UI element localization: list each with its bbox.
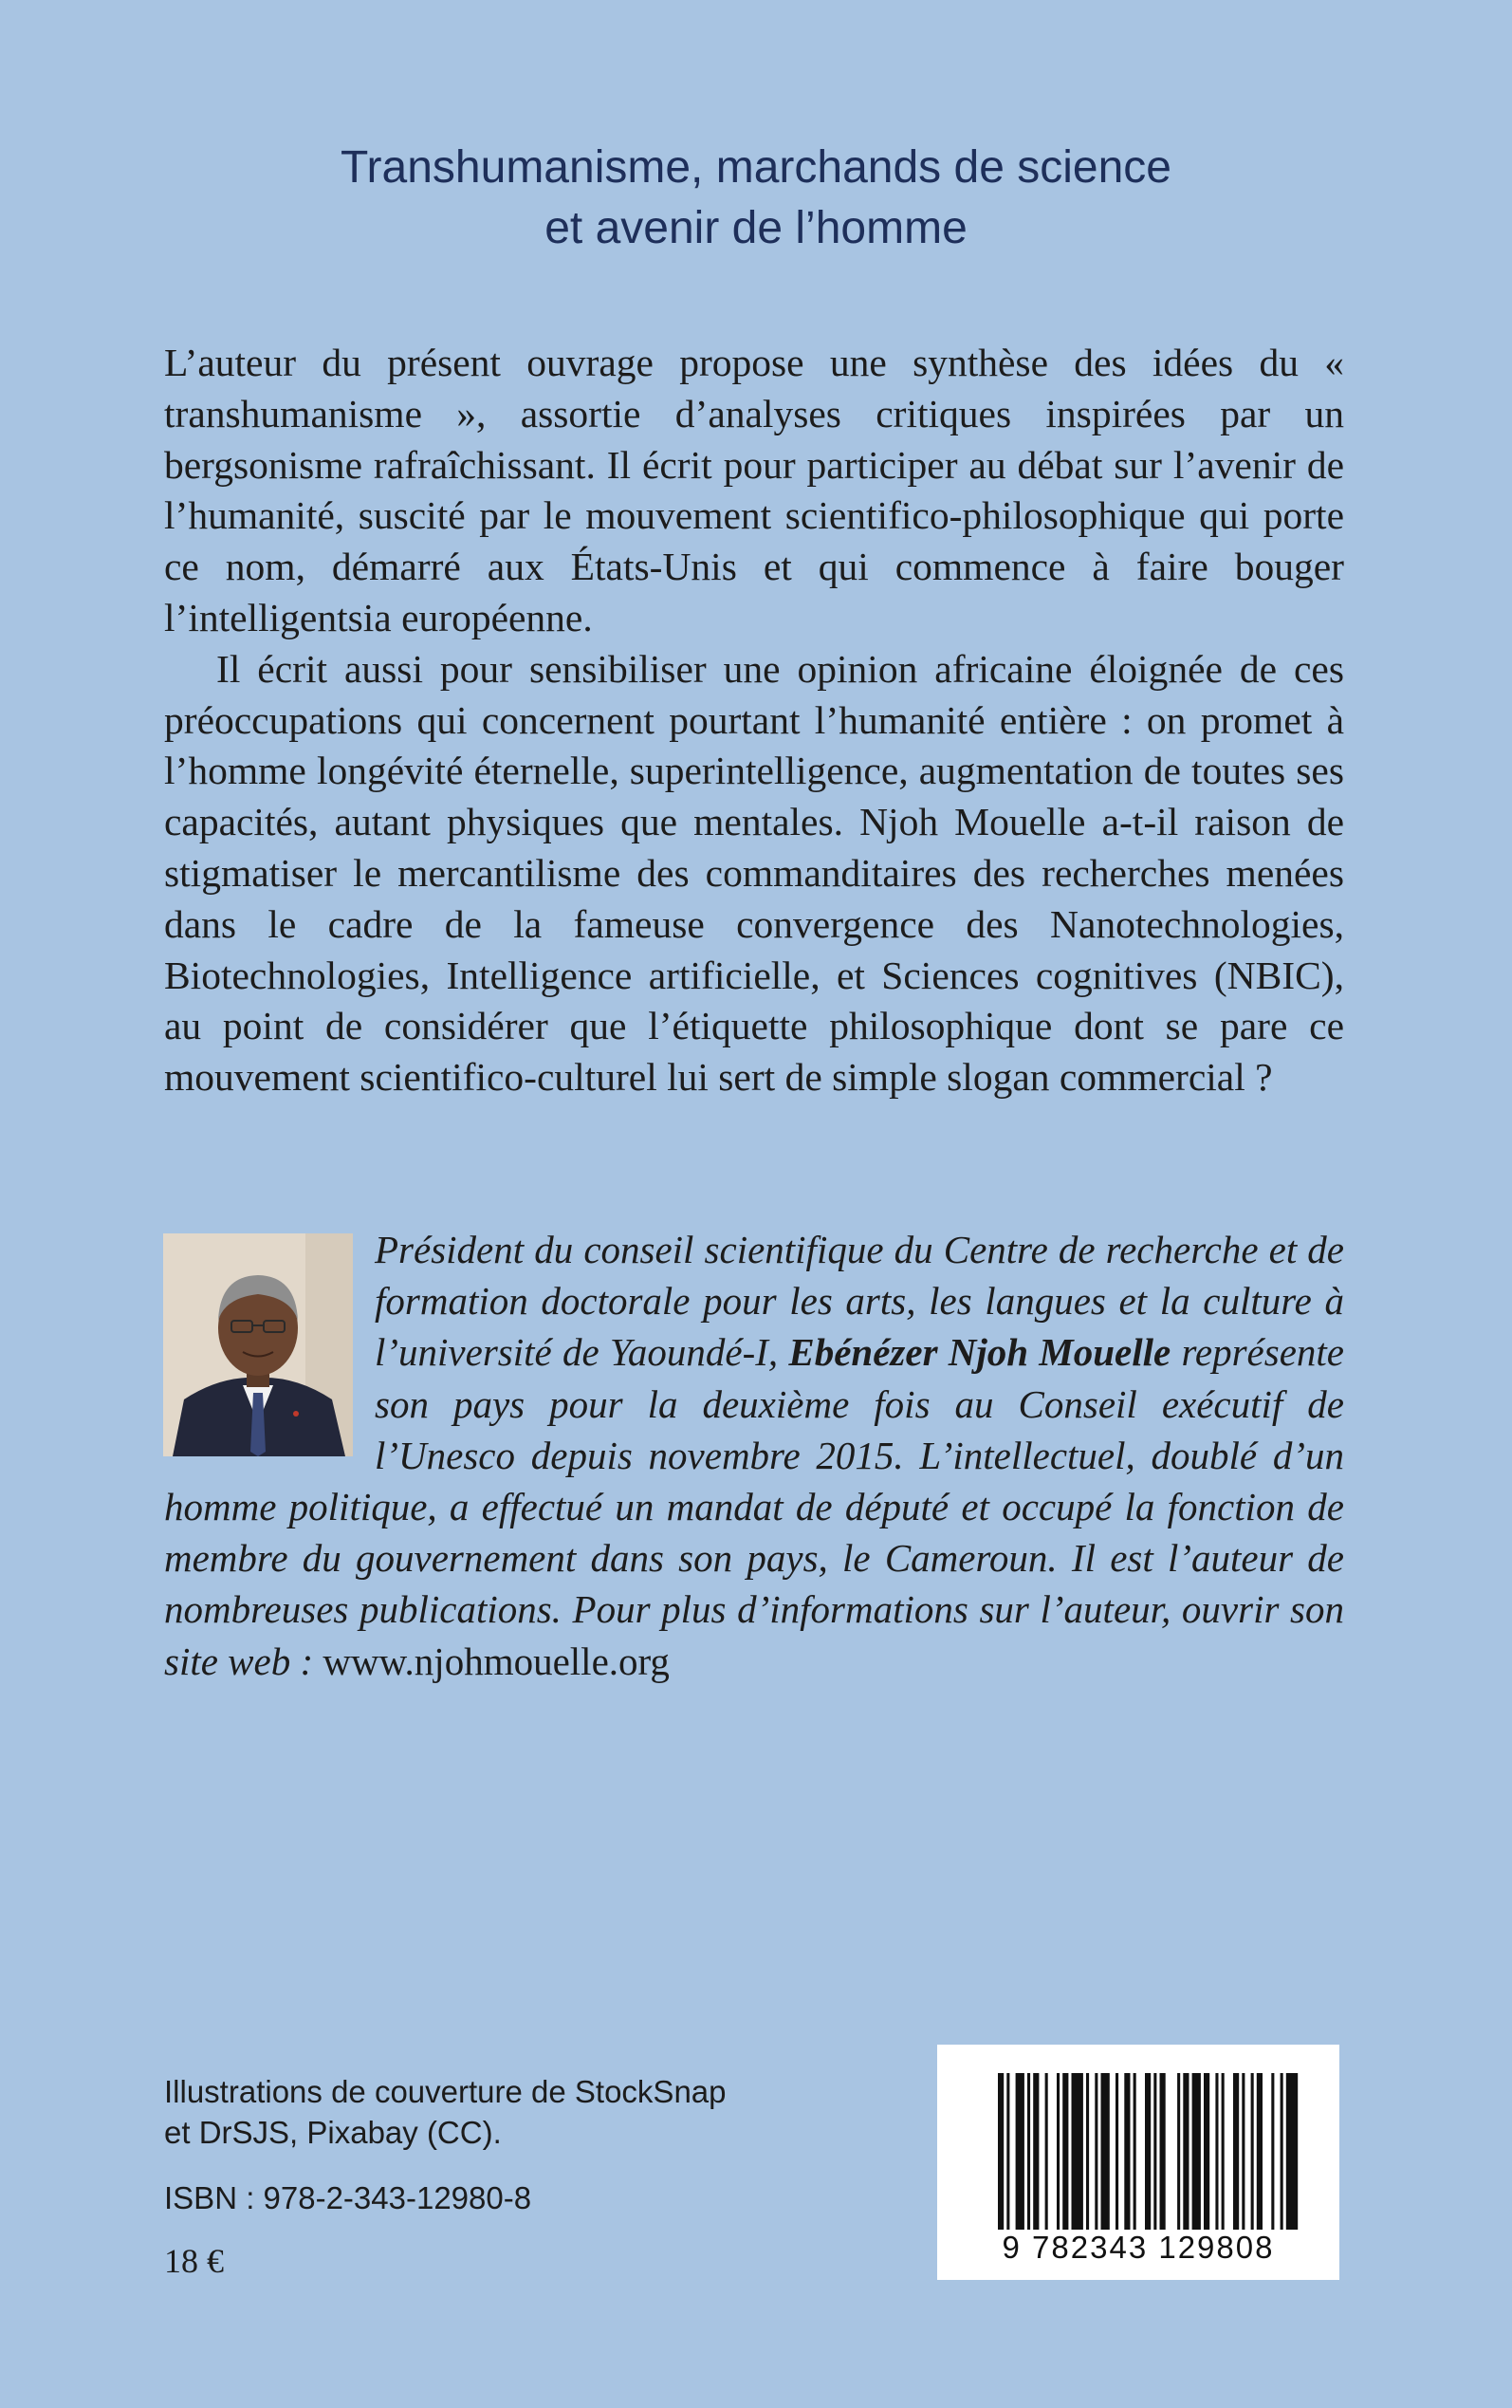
author-bio-intro: Président du conseil scientifique du Centre de recherche et de formation doctorale pour les arts, les langues et la culture à l’université de Yaoundé-I, bbox=[375, 1228, 1344, 1375]
synopsis-paragraph-1: L’auteur du présent ouvrage propose une synthèse des idées du « transhumanisme », assortie d’analyses critiques inspirées par un bergsonisme rafraîchissant. Il écrit pour participer au débat sur l’avenir de l’humanité, suscité par le mouvement scientifico-philosophique qui porte ce nom, démarré aux États-Unis et qui commence à faire bouger l’intelligentsia européenne. bbox=[164, 341, 1344, 639]
barcode-bar bbox=[1183, 2073, 1189, 2230]
barcode-bar bbox=[1062, 2073, 1068, 2230]
barcode-bar bbox=[1251, 2073, 1254, 2230]
barcode-bar bbox=[1086, 2073, 1089, 2230]
title-line-1: Transhumanisme, marchands de science bbox=[341, 142, 1171, 193]
barcode-bar bbox=[1257, 2073, 1263, 2230]
barcode bbox=[937, 2045, 1339, 2280]
barcode-bar bbox=[1045, 2073, 1048, 2230]
barcode-bar bbox=[1233, 2073, 1239, 2230]
cover-credits-line-2: et DrSJS, Pixabay (CC). bbox=[164, 2115, 502, 2150]
barcode-bar bbox=[1177, 2073, 1180, 2230]
cover-credits bbox=[164, 2071, 727, 2153]
barcode-bar bbox=[1204, 2073, 1209, 2230]
barcode-bars bbox=[937, 2045, 1339, 2234]
barcode-bar bbox=[1145, 2073, 1151, 2230]
author-name: Ebénézer Njoh Mouelle bbox=[788, 1330, 1171, 1375]
barcode-bar bbox=[1134, 2073, 1136, 2230]
price: 18 € bbox=[164, 2242, 224, 2280]
barcode-digits: 9 782343 129808 bbox=[1002, 2230, 1275, 2265]
barcode-bar bbox=[1095, 2073, 1097, 2230]
barcode-bar bbox=[1027, 2073, 1030, 2230]
barcode-bar bbox=[1072, 2073, 1083, 2230]
barcode-bar bbox=[1033, 2073, 1039, 2230]
barcode-bar bbox=[1160, 2073, 1166, 2230]
barcode-bar bbox=[1101, 2073, 1110, 2230]
book-title bbox=[0, 138, 1512, 259]
barcode-bar bbox=[1222, 2073, 1225, 2230]
barcode-bar bbox=[1192, 2073, 1201, 2230]
barcode-bar bbox=[1153, 2073, 1156, 2230]
barcode-bar bbox=[1057, 2073, 1060, 2230]
author-bio-details: représente son pays pour la deuxième fois au Conseil exécutif de l’Unesco depuis novembre 2015. L’intellectuel, doublé d’un homme politique, a effectué un mandat de député et occupé la fonction de membre du gouvernement dans son pays, le Cameroun. Il est l’auteur de nombreuses publications. Pour plus d’informations sur l’auteur, ouvrir son site web : bbox=[164, 1330, 1344, 1683]
barcode-bar bbox=[1116, 2073, 1118, 2230]
title-line-2: et avenir de l’homme bbox=[544, 203, 968, 253]
barcode-bar bbox=[1286, 2073, 1298, 2230]
barcode-bar bbox=[1006, 2073, 1009, 2230]
photo-wrap-spacer bbox=[164, 1224, 375, 1475]
author-website-link[interactable]: www.njohmouelle.org bbox=[323, 1639, 670, 1683]
barcode-bar bbox=[1215, 2073, 1218, 2230]
isbn: ISBN : 978-2-343-12980-8 bbox=[164, 2180, 532, 2215]
barcode-bar bbox=[1281, 2073, 1283, 2230]
synopsis bbox=[164, 338, 1344, 1103]
synopsis-paragraph-2: Il écrit aussi pour sensibiliser une opinion africaine éloignée de ces préoccupations qui concernent pourtant l’humanité entière : on promet à l’homme longévité éternelle, superintelligence, augmentation de toutes ses capacités, autant physiques que mentales. Njoh Mouelle a-t-il raison de stigmatiser le mercantilisme des commanditaires des recherches menées dans le cadre de la fameuse convergence des Nanotechnologies, Biotechnologies, Intelligence artificielle, et Sciences cognitives (NBIC), au point de considérer que l’étiquette philosophique dont se pare ce mouvement scientifico-culturel lui sert de simple slogan commercial ? bbox=[164, 646, 1344, 1100]
author-bio bbox=[164, 1224, 1344, 1687]
barcode-bar bbox=[1016, 2073, 1024, 2230]
barcode-bar bbox=[1124, 2073, 1130, 2230]
barcode-bar bbox=[1271, 2073, 1274, 2230]
barcode-bar bbox=[1242, 2073, 1245, 2230]
barcode-bar bbox=[998, 2073, 1004, 2230]
cover-credits-line-1: Illustrations de couverture de StockSnap bbox=[164, 2074, 727, 2109]
